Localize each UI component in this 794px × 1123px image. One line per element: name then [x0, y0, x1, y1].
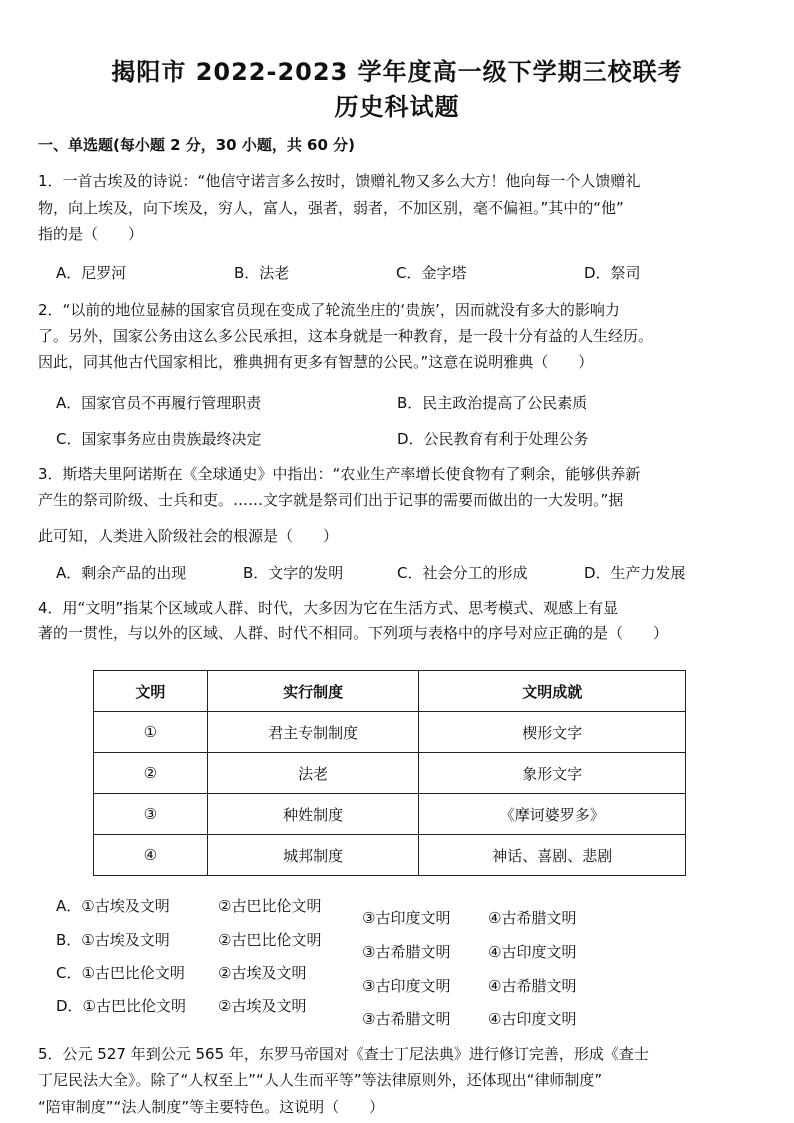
- table-header-cell: 文明: [94, 671, 208, 712]
- question-2-line: 2．“以前的地位显赫的国家官员现在变成了轮流坐庄的‘贵族’，因而就没有多大的影响力: [38, 301, 620, 319]
- q3-option-d: D．生产力发展: [584, 564, 686, 582]
- q4-option-a-part4: ④古希腊文明: [488, 909, 577, 927]
- question-5-line: “陪审制度”“法人制度”等主要特色。这说明（ ）: [38, 1098, 385, 1116]
- q4-option-b-part3: ③古希腊文明: [362, 943, 451, 961]
- q2-option-c: C．国家事务应由贵族最终决定: [56, 430, 262, 448]
- table-row: [94, 712, 686, 753]
- question-1-line: 物，向上埃及，向下埃及，穷人，富人，强者，弱者，不加区别，毫不偏袒。”其中的“他”: [38, 199, 624, 217]
- q4-option-b-part4: ④古印度文明: [488, 943, 577, 961]
- q4-option-d-part3: ③古希腊文明: [362, 1010, 451, 1028]
- question-2-line: 因此，同其他古代国家相比，雅典拥有更多有智慧的公民。”这意在说明雅典（ ）: [38, 353, 594, 371]
- table-header-row: [94, 671, 686, 712]
- q4-option-c-part3: ③古印度文明: [362, 977, 451, 995]
- table-row: [94, 753, 686, 794]
- table-header-cell: 实行制度: [207, 671, 419, 712]
- section-heading: 一、单选题(每小题 2 分，30 小题，共 60 分): [38, 136, 356, 154]
- q4-option-b-part2: ②古巴比伦文明: [218, 931, 322, 949]
- q1-option-a: A．尼罗河: [56, 264, 127, 282]
- table-header-cell: 文明成就: [419, 671, 686, 712]
- q2-option-b: B．民主政治提高了公民素质: [397, 394, 588, 412]
- table-cell: 楔形文字: [419, 712, 686, 753]
- question-3-line: 此可知，人类进入阶级社会的根源是（ ）: [38, 527, 339, 545]
- q3-option-c: C．社会分工的形成: [397, 564, 528, 582]
- q4-option-c-part4: ④古希腊文明: [488, 977, 577, 995]
- q4-option-c-part1: C．①古巴比伦文明: [56, 964, 185, 982]
- q4-option-c-part2: ②古埃及文明: [218, 964, 307, 982]
- question-4-line: 4．用“文明”指某个区域或人群、时代，大多因为它在生活方式、思考模式、观感上有显: [38, 599, 619, 617]
- q4-option-d-part2: ②古埃及文明: [218, 997, 307, 1015]
- table-row: [94, 835, 686, 876]
- table-cell: 种姓制度: [207, 794, 419, 835]
- question-5-line: 丁尼民法大全》。除了“人权至上”“人人生而平等”等法律原则外，还体现出“律师制度”: [38, 1071, 603, 1089]
- question-2-line: 了。另外，国家公务由这么多公民承担，这本身就是一种教育，是一段十分有益的人生经历。: [38, 327, 654, 345]
- table-cell: 城邦制度: [207, 835, 419, 876]
- q4-option-b-part1: B．①古埃及文明: [56, 931, 170, 949]
- q4-option-d-part4: ④古印度文明: [488, 1010, 577, 1028]
- table-cell: 神话、喜剧、悲剧: [419, 835, 686, 876]
- table-cell: 《摩诃婆罗多》: [419, 794, 686, 835]
- table-cell: 君主专制制度: [207, 712, 419, 753]
- question-1-line: 指的是（ ）: [38, 225, 144, 243]
- table-cell: 法老: [207, 753, 419, 794]
- q4-option-d-part1: D．①古巴比伦文明: [56, 997, 186, 1015]
- table-row: [94, 794, 686, 835]
- question-5-line: 5．公元 527 年到公元 565 年，东罗马帝国对《查士丁尼法典》进行修订完善，形成《查士: [38, 1045, 649, 1063]
- question-3-line: 产生的祭司阶级、士兵和吏。……文字就是祭司们出于记事的需要而做出的一大发明。”据: [38, 491, 624, 509]
- q4-option-a-part3: ③古印度文明: [362, 909, 451, 927]
- q3-option-b: B．文字的发明: [243, 564, 344, 582]
- question-3-line: 3．斯塔夫里阿诺斯在《全球通史》中指出：“农业生产率增长使食物有了剩余，能够供养新: [38, 465, 641, 483]
- table-cell: ③: [94, 794, 208, 835]
- q3-option-a: A．剩余产品的出现: [56, 564, 187, 582]
- q1-option-b: B．法老: [234, 264, 290, 282]
- q1-option-d: D．祭司: [584, 264, 641, 282]
- q4-option-a-part2: ②古巴比伦文明: [218, 897, 322, 915]
- civilization-table: [93, 670, 686, 876]
- q2-option-d: D．公民教育有利于处理公务: [397, 430, 589, 448]
- question-4-line: 著的一贯性，与以外的区域、人群、时代不相同。下列项与表格中的序号对应正确的是（ ）: [38, 624, 669, 642]
- q2-option-a: A．国家官员不再履行管理职责: [56, 394, 262, 412]
- question-1-line: 1．一首古埃及的诗说：“他信守诺言多么按时，馈赠礼物又多么大方！他向每一个人馈赠礼: [38, 172, 641, 190]
- table-cell: ④: [94, 835, 208, 876]
- table-cell: 象形文字: [419, 753, 686, 794]
- q4-option-a-part1: A．①古埃及文明: [56, 897, 170, 915]
- exam-subtitle: 历史科试题: [334, 93, 460, 121]
- table-cell: ①: [94, 712, 208, 753]
- q1-option-c: C．金字塔: [396, 264, 467, 282]
- table-cell: ②: [94, 753, 208, 794]
- exam-title: 揭阳市 2022-2023 学年度高一级下学期三校联考: [111, 58, 683, 86]
